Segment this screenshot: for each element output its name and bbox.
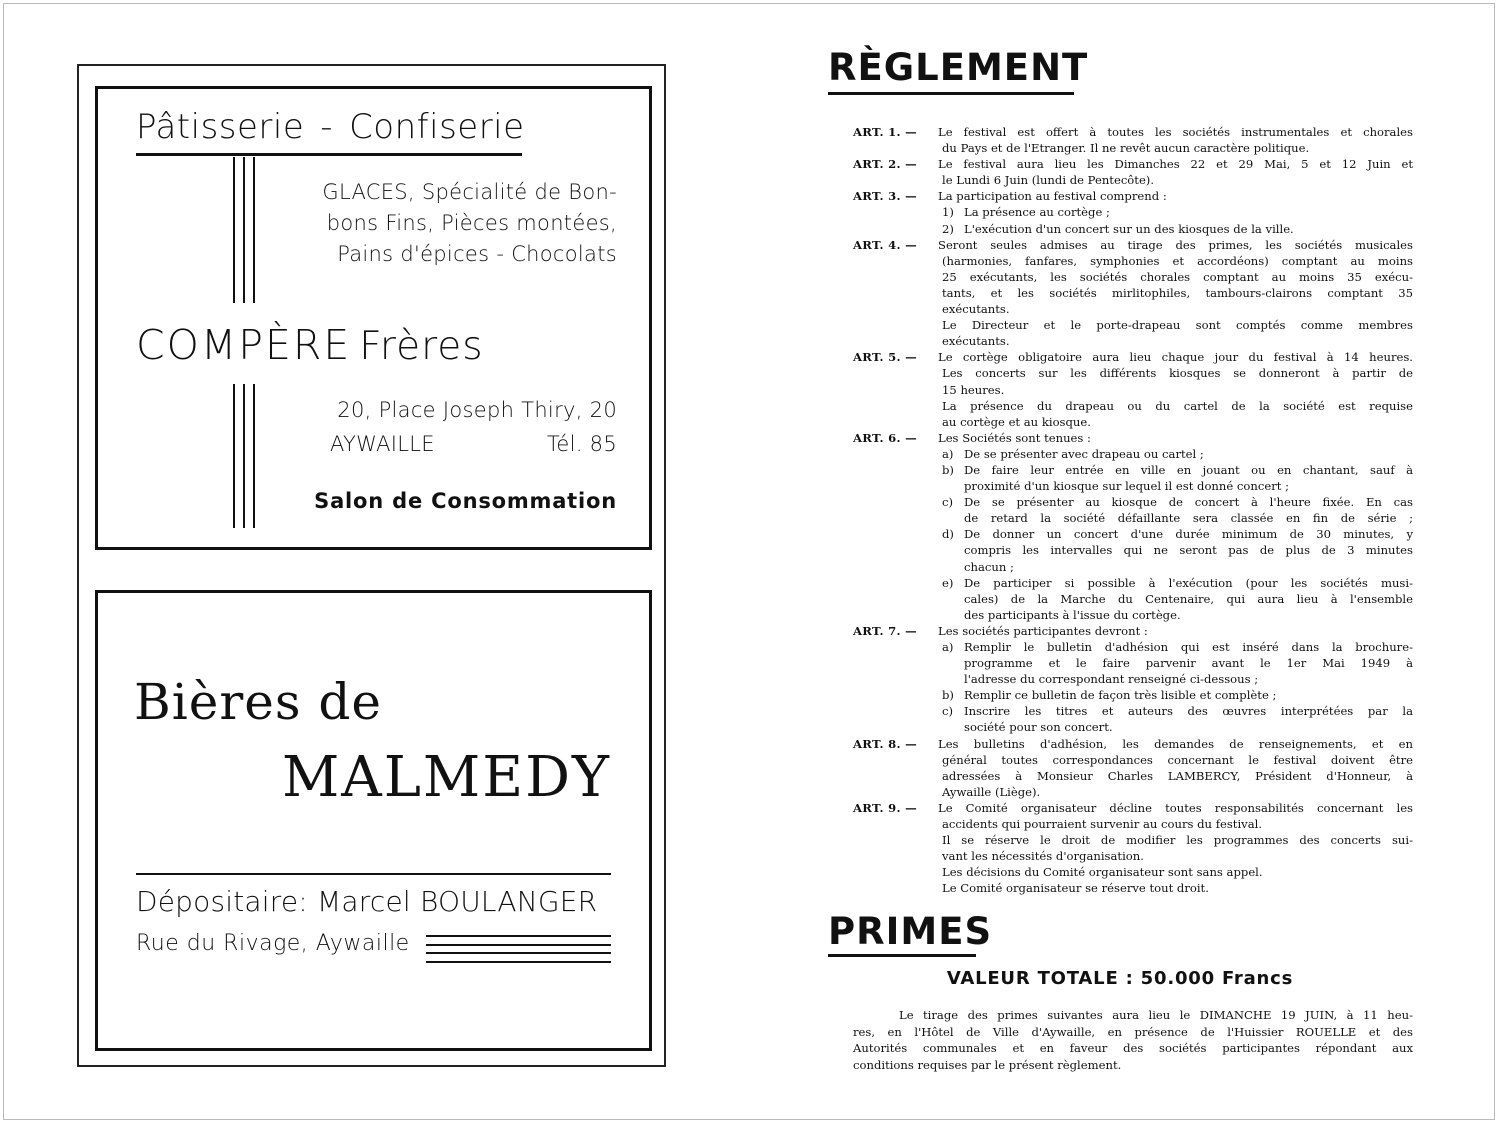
list-item: e) De participer si possible à l'exécution (pour les sociétés musi- cales) de la Marche du Centenaire, qui aura lieu à l'ensemble des participants à l'issue du cortège. [942,575,1413,622]
list-item: 1) La présence au cortège ; [942,205,1110,220]
article-label: ART. 9. — [853,800,918,815]
list-item: b) De faire leur entrée en ville en jouant ou en chantant, sauf à proximité d'un kiosque sur lequel il est donné concert ; [942,462,1413,494]
article: ART. 3. — La participation au festival comprend : 1) La présence au cortège ; 2) L'exécution d'un concert sur un des kiosques de la ville. [853,188,1413,236]
ad-city-phone [330,427,617,461]
article: ART. 8. — Les bulletins d'adhésion, les demandes de renseignements, et en général toutes correspondances concernant le festival doivent être adressées à Monsieur Charles LAMBERCY, Président d'Honneur, à Aywaille (Liège). [853,736,1413,799]
article-label: ART. 8. — [853,736,918,751]
article-label: ART. 3. — [853,189,918,204]
ad-street: Rue du Rivage, Aywaille [136,931,410,956]
ad-beer-brand: MALMEDY [281,745,611,810]
list-item: b) Remplir ce bulletin de façon très lisible et complète ; [942,688,1277,703]
ad-patisserie-compere [95,86,652,550]
article: ART. 7. — Les sociétés participantes devront : a) Remplir le bulletin d'adhésion qui est inséré dans la brochure- programme et le faire parvenir avant le 1er Mai 1949 à l'adresse du correspondant renseigné ci-dessous ; b) Remplir ce bulletin de façon très lisible et complète ; c) Inscrire les titres et auteurs des œuvres interprétées par la société pour son concert. [853,623,1413,735]
list-item: a) De se présenter avec drapeau ou cartel ; [942,446,1204,461]
list-item: a) Remplir le bulletin d'adhésion qui est inséré dans la brochure- programme et le faire parvenir avant le 1er Mai 1949 à l'adresse du correspondant renseigné ci-dessous ; [942,640,1413,687]
article-label: ART. 4. — [853,237,918,252]
list-item: c) De se présenter au kiosque de concert à l'heure fixée. En cas de retard la société défaillante sera classée en fin de série ; [942,495,1413,526]
ad-patisserie-title: Pâtisserie - Confiserie [136,107,525,147]
ad-patisserie-products: GLACES, Spécialité de Bon- bons Fins, Pièces montées, Pains d'épices - Chocolats [322,180,617,266]
article-label: ART. 7. — [853,623,918,638]
ad-beer-line1: Bières de [134,673,382,731]
article: ART. 1. — Le festival est offert à toutes les sociétés instrumentales et chorales du Pays et de l'Etranger. Il ne revêt aucun caractère politique. [853,125,1413,156]
article-label: ART. 2. — [853,157,918,172]
heading-underline [828,92,1074,95]
article: ART. 5. — Le cortège obligatoire aura lieu chaque jour du festival à 14 heures. Les concerts sur les différents kiosques se donneront à partir de 15 heures. La présence du drapeau ou du cartel de la société est requise au cortège et au kiosque. [853,350,1413,429]
list-item: d) De donner un concert d'une durée minimum de 30 minutes, y compris les intervalles qui ne seront pas de plus de 3 minutes chacun ; [942,527,1413,574]
decorative-vertical-bars [233,157,255,303]
divider [136,873,611,875]
article: ART. 4. — Seront seules admises au tirage des primes, les sociétés musicales (harmonies, fanfares, symphonies et accordéons) comptant au moins 25 exécutants, les sociétés chorales comptant au moins 35 exécu- tants, et les sociétés mirlitophiles, tambours-clairons comptant 35 exécutants. Le Directeur et le porte-drapeau sont comptés comme membres exécutants. [853,237,1413,349]
article-label: ART. 1. — [853,125,918,139]
ad-address: 20, Place Joseph Thiry, 20 [337,398,617,422]
article: ART. 2. — Le festival aura lieu les Dimanches 22 et 29 Mai, 5 et 12 Juin et le Lundi 6 Juin (lundi de Pentecôte). [853,157,1413,188]
primes-total-value: VALEUR TOTALE : 50.000 Francs [946,968,1294,989]
article: ART. 6. — Les Sociétés sont tenues : a) De se présenter avec drapeau ou cartel ; b) De faire leur entrée en ville en jouant ou en chantant, sauf à proximité d'un kiosque sur lequel il est donné concert ; c) De se présenter au kiosque de concert à l'heure fixée. En cas de retard la société défaillante sera classée en fin de série ; d) De donner un concert d'une durée minimum de 30 minutes, y compris les intervalles qui ne seront pas de plus de 3 minutes chacun ; e) De participer si possible à l'exécution (pour les sociétés musi- cales) de la Marche du Centenaire, qui aura lieu à l'ensemble des participants à l'issue du cortège. [853,430,1413,622]
ad-phone: Tél. 85 [546,432,617,456]
primes-heading: PRIMES [828,910,993,953]
ad-bieres-malmedy [95,590,652,1051]
ad-city: AYWAILLE [330,432,435,456]
title-underline [136,153,522,156]
list-item: 2) L'exécution d'un concert sur un des kiosques de la ville. [942,221,1294,236]
reglement-heading: RÈGLEMENT [828,46,1089,89]
ad-company-name: COMPÈRE Frères [136,321,484,369]
article-label: ART. 5. — [853,350,918,365]
ad-depositaire: Dépositaire: Marcel BOULANGER [136,885,598,918]
ad-tagline: Salon de Consommation [314,489,617,513]
decorative-vertical-bars [233,384,255,528]
list-item: c) Inscrire les titres et auteurs des œuvres interprétées par la société pour son concert. [942,704,1413,735]
decorative-horizontal-lines [426,935,611,963]
article: ART. 9. — Le Comité organisateur décline toutes responsabilités concernant les accidents qui pourraient survenir au cours du festival. Il se réserve le droit de modifier les programmes des concerts sui- vant les nécessités d'organisation. Les décisions du Comité organisateur sont sans appel. Le Comité organisateur se réserve tout droit. [853,800,1413,896]
article-label: ART. 6. — [853,430,918,445]
primes-paragraph: Le tirage des primes suivantes aura lieu le DIMANCHE 19 JUIN, à 11 heu- res, en l'Hôtel de Ville d'Aywaille, en présence de l'Huissier ROUELLE et des Autorités communales et en faveur des sociétés participantes répondant aux conditions requises par le présent règlement. [853,1008,1413,1072]
reglement-articles [853,124,1413,897]
heading-underline [828,954,976,957]
